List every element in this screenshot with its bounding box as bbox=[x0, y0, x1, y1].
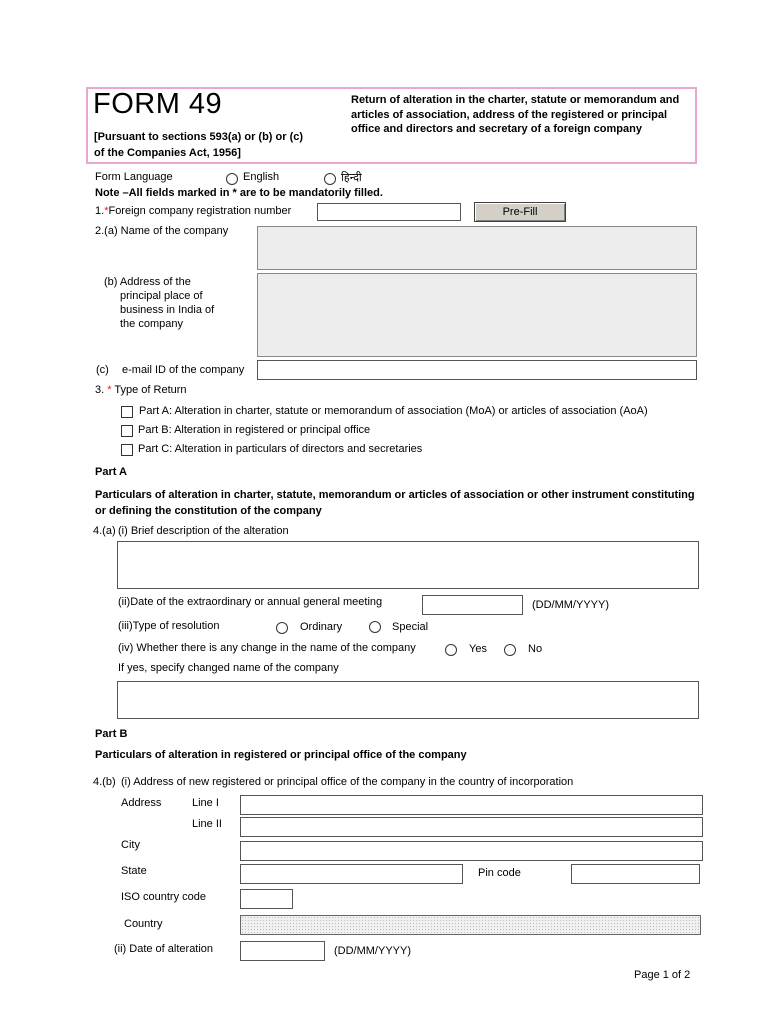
resolution-special-label: Special bbox=[392, 621, 429, 633]
meeting-date-format: (DD/MM/YYYY) bbox=[532, 599, 609, 611]
iso-code-label: ISO country code bbox=[121, 891, 206, 903]
resolution-ordinary-label: Ordinary bbox=[300, 621, 343, 633]
pincode-input[interactable] bbox=[571, 864, 700, 884]
q4a-prefix: 4.(a) bbox=[93, 525, 116, 537]
name-change-yes-radio[interactable] bbox=[445, 644, 457, 656]
q1-number: 1. bbox=[95, 205, 105, 217]
language-english-radio[interactable] bbox=[226, 173, 238, 185]
language-english-label: English bbox=[243, 171, 280, 183]
state-input[interactable] bbox=[240, 864, 463, 884]
country-label: Country bbox=[124, 918, 163, 930]
pursuant-text: [Pursuant to sections 593(a) or (b) or (c) of the Companies Act, 1956] bbox=[94, 131, 304, 159]
principal-address-field[interactable] bbox=[257, 273, 697, 357]
q3-text: Type of Return bbox=[114, 384, 187, 396]
resolution-ordinary-radio[interactable] bbox=[276, 622, 288, 634]
name-change-no-radio[interactable] bbox=[504, 644, 516, 656]
name-change-yes-label: Yes bbox=[469, 643, 487, 655]
date-alteration-label: (ii) Date of alteration bbox=[114, 943, 214, 955]
return-description: Return of alteration in the charter, statute or memorandum and articles of association, address of the registered or principal office and directors and secretary of a foreign company bbox=[351, 94, 680, 135]
part-b-heading: Particulars of alteration in registered or principal office of the company bbox=[95, 749, 467, 761]
iso-code-input[interactable] bbox=[240, 889, 293, 909]
q2c-prefix: (c) bbox=[96, 364, 109, 376]
pincode-label: Pin code bbox=[478, 867, 521, 879]
address-line1-input[interactable] bbox=[240, 795, 703, 815]
company-name-field[interactable] bbox=[257, 226, 697, 270]
q1-label bbox=[95, 205, 291, 217]
state-label: State bbox=[121, 865, 147, 877]
part-a-option-label: Part A: Alteration in charter, statute or memorandum of association (MoA) or articles of association (AoA) bbox=[139, 405, 648, 417]
part-a-title: Part A bbox=[95, 466, 127, 478]
q4b-prefix: 4.(b) bbox=[93, 776, 116, 788]
form-title: FORM 49 bbox=[93, 88, 223, 120]
email-input[interactable] bbox=[257, 360, 697, 380]
line1-label: Line I bbox=[192, 797, 219, 809]
mandatory-note: Note –All fields marked in * are to be mandatorily filled. bbox=[95, 187, 383, 199]
part-b-option-label: Part B: Alteration in registered or principal office bbox=[138, 424, 371, 436]
if-yes-label: If yes, specify changed name of the company bbox=[118, 662, 339, 674]
country-field[interactable] bbox=[240, 915, 701, 935]
q2b-rest: principal place of business in India of the company bbox=[120, 290, 215, 330]
q2b-label bbox=[104, 275, 244, 331]
q2a-label: 2.(a) Name of the company bbox=[95, 225, 229, 237]
city-label: City bbox=[121, 839, 140, 851]
part-b-checkbox[interactable] bbox=[121, 425, 133, 437]
resolution-special-radio[interactable] bbox=[369, 621, 381, 633]
required-star: * bbox=[107, 384, 112, 396]
language-hindi-label: हिन्दी bbox=[341, 171, 362, 184]
q4a-i-label: (i) Brief description of the alteration bbox=[118, 525, 289, 537]
alteration-date-format: (DD/MM/YYYY) bbox=[334, 945, 411, 957]
alteration-description-input[interactable] bbox=[117, 541, 699, 589]
q4a-iii-label: (iii)Type of resolution bbox=[118, 620, 220, 632]
q2c-label: e-mail ID of the company bbox=[122, 364, 245, 376]
part-c-checkbox[interactable] bbox=[121, 444, 133, 456]
prefill-button[interactable]: Pre-Fill bbox=[474, 202, 566, 222]
q2b-prefix: (b) Address of the bbox=[104, 276, 191, 288]
language-hindi-radio[interactable] bbox=[324, 173, 336, 185]
q4a-iv-label: (iv) Whether there is any change in the name of the company bbox=[118, 642, 416, 654]
q3-number: 3. bbox=[95, 384, 105, 396]
city-input[interactable] bbox=[240, 841, 703, 861]
meeting-date-input[interactable] bbox=[422, 595, 523, 615]
page-number: Page 1 of 2 bbox=[634, 969, 691, 981]
changed-name-input[interactable] bbox=[117, 681, 699, 719]
q1-text: Foreign company registration number bbox=[108, 205, 292, 217]
q4b-i-label: (i) Address of new registered or principal office of the company in the country of incorporation bbox=[121, 776, 574, 788]
alteration-date-input[interactable] bbox=[240, 941, 325, 961]
registration-number-input[interactable] bbox=[317, 203, 461, 221]
address-line2-input[interactable] bbox=[240, 817, 703, 837]
address-label: Address bbox=[121, 797, 162, 809]
name-change-no-label: No bbox=[528, 643, 543, 655]
line2-label: Line II bbox=[192, 818, 222, 830]
part-c-option-label: Part C: Alteration in particulars of directors and secretaries bbox=[138, 443, 423, 455]
part-a-heading: Particulars of alteration in charter, statute, memorandum or articles of association or other instrument constituting or defining the constitution of the company bbox=[95, 489, 695, 517]
form-language-label: Form Language bbox=[95, 171, 173, 183]
required-star: * bbox=[104, 205, 109, 217]
q3-label bbox=[95, 384, 187, 396]
part-a-checkbox[interactable] bbox=[121, 406, 133, 418]
part-b-title: Part B bbox=[95, 728, 128, 740]
q4a-ii-label: (ii)Date of the extraordinary or annual general meeting bbox=[118, 596, 383, 608]
